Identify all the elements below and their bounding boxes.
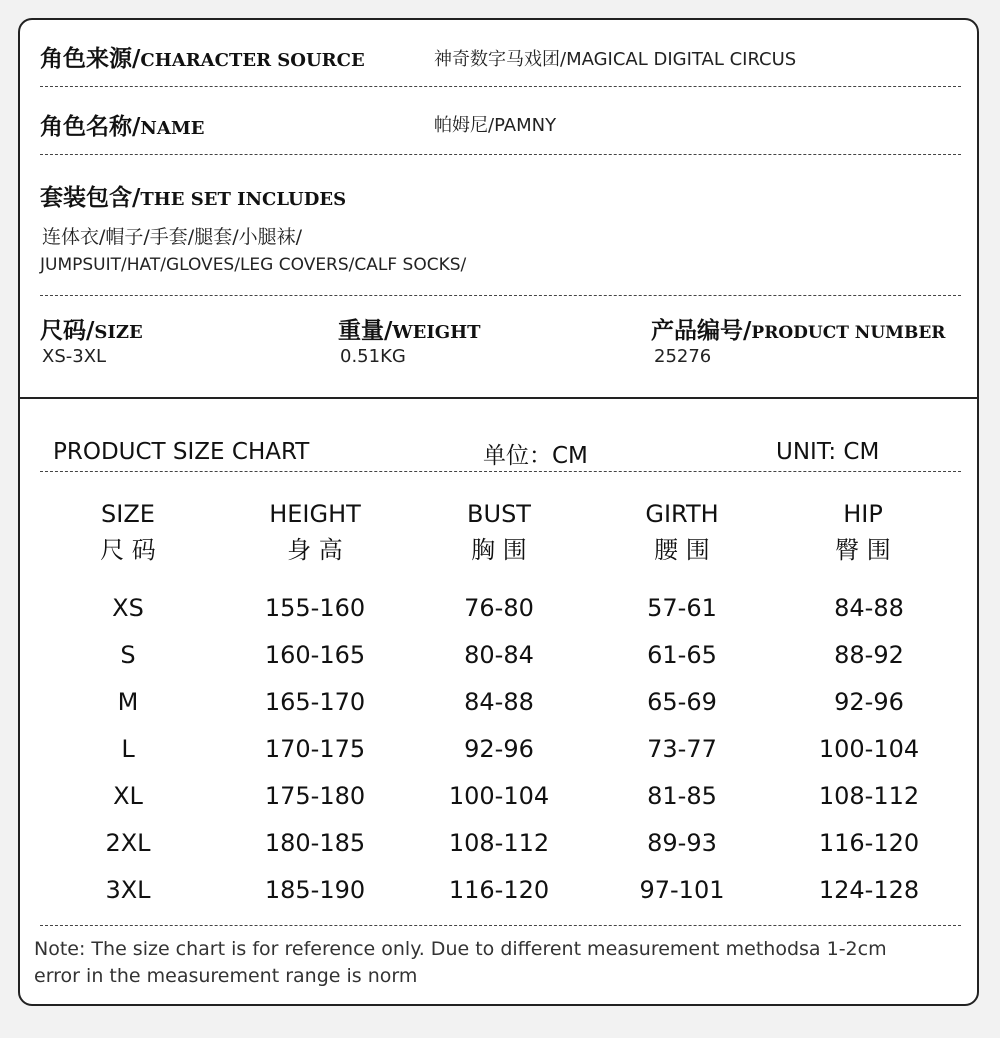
column-header-girth: [582, 496, 782, 568]
table-cell: XL: [113, 782, 143, 810]
column-header-cn: 尺 码: [100, 536, 156, 564]
table-cell: 124-128: [818, 876, 920, 904]
weight-label-cn: 重量/: [338, 317, 393, 344]
product-number-label: [651, 312, 945, 345]
table-cell: 160-165: [264, 641, 366, 669]
table-cell: 165-170: [264, 688, 366, 716]
table-cell: 92-96: [834, 688, 904, 716]
table-cell: 116-120: [448, 876, 550, 904]
column-header-cn: 胸 围: [471, 536, 527, 564]
character-source-value: 神奇数字马戏团/MAGICAL DIGITAL CIRCUS: [434, 49, 797, 70]
column-header-cn: 身 高: [287, 536, 343, 564]
column-header-en: BUST: [467, 500, 531, 528]
product-number-label-cn: 产品编号/: [651, 317, 752, 344]
size-value: XS-3XL: [42, 346, 107, 367]
unit-en: UNIT: CM: [776, 439, 880, 465]
divider: [40, 471, 961, 472]
character-source-label-cn: 角色来源/: [40, 45, 141, 72]
column-header-en: SIZE: [101, 500, 155, 528]
set-includes-label-en: THE SET INCLUDES: [140, 189, 347, 210]
weight-label: [338, 312, 481, 345]
size-info-card: [18, 18, 979, 1006]
table-cell: 81-85: [647, 782, 717, 810]
divider: [40, 154, 961, 155]
table-cell: 108-112: [818, 782, 920, 810]
column-header-en: GIRTH: [645, 500, 719, 528]
table-cell: 155-160: [264, 594, 366, 622]
name-value: 帕姆尼/PAMNY: [434, 115, 557, 136]
name-label: [40, 108, 204, 141]
table-cell: 100-104: [818, 735, 920, 763]
table-cell: 76-80: [464, 594, 534, 622]
table-cell: S: [120, 641, 136, 669]
unit-cn: 单位：CM: [483, 443, 588, 469]
note-line-2: error in the measurement range is norm: [34, 965, 418, 987]
size-label-cn: 尺码/: [40, 317, 95, 344]
name-label-en: NAME: [140, 118, 205, 139]
table-cell: 57-61: [647, 594, 717, 622]
table-cell: 180-185: [264, 829, 366, 857]
table-cell: 2XL: [105, 829, 151, 857]
table-cell: 61-65: [647, 641, 717, 669]
product-number-value: 25276: [654, 346, 712, 367]
column-header-hip: [763, 496, 963, 568]
set-includes-label-cn: 套装包含/: [40, 184, 141, 211]
column-header-height: [215, 496, 415, 568]
table-cell: 100-104: [448, 782, 550, 810]
table-cell: 185-190: [264, 876, 366, 904]
divider: [40, 295, 961, 296]
table-cell: 89-93: [647, 829, 717, 857]
name-label-cn: 角色名称/: [40, 113, 141, 140]
table-cell: 170-175: [264, 735, 366, 763]
column-header-cn: 腰 围: [654, 536, 710, 564]
column-header-cn: 臀 围: [835, 536, 891, 564]
size-chart-title: PRODUCT SIZE CHART: [53, 439, 310, 465]
table-cell: 116-120: [818, 829, 920, 857]
column-header-size: [28, 496, 228, 568]
table-cell: 97-101: [639, 876, 725, 904]
set-items-cn: 连体衣/帽子/手套/腿套/小腿袜/: [42, 226, 303, 248]
table-cell: 175-180: [264, 782, 366, 810]
note-line-1: Note: The size chart is for reference only. Due to different measurement methodsa 1-2cm: [34, 938, 887, 960]
table-cell: 3XL: [105, 876, 151, 904]
character-source-label-en: CHARACTER SOURCE: [140, 50, 365, 71]
table-cell: 108-112: [448, 829, 550, 857]
character-source-label: [40, 40, 365, 73]
table-cell: M: [117, 688, 139, 716]
table-cell: XS: [112, 594, 144, 622]
column-header-bust: [399, 496, 599, 568]
table-cell: 65-69: [647, 688, 717, 716]
table-cell: 73-77: [647, 735, 717, 763]
column-header-en: HIP: [843, 500, 883, 528]
section-divider: [20, 397, 977, 399]
set-items-en: JUMPSUIT/HAT/GLOVES/LEG COVERS/CALF SOCKS/: [40, 255, 467, 275]
table-cell: 92-96: [464, 735, 534, 763]
size-label: [40, 312, 143, 345]
table-cell: 80-84: [464, 641, 534, 669]
table-cell: 84-88: [834, 594, 904, 622]
size-label-en: SIZE: [94, 322, 143, 343]
weight-label-en: WEIGHT: [392, 322, 481, 343]
table-cell: 88-92: [834, 641, 904, 669]
product-number-label-en: PRODUCT NUMBER: [751, 323, 946, 343]
table-cell: 84-88: [464, 688, 534, 716]
column-header-en: HEIGHT: [269, 500, 361, 528]
table-cell: L: [121, 735, 135, 763]
divider: [40, 925, 961, 926]
set-includes-label: [40, 179, 346, 212]
divider: [40, 86, 961, 87]
weight-value: 0.51KG: [340, 346, 406, 367]
